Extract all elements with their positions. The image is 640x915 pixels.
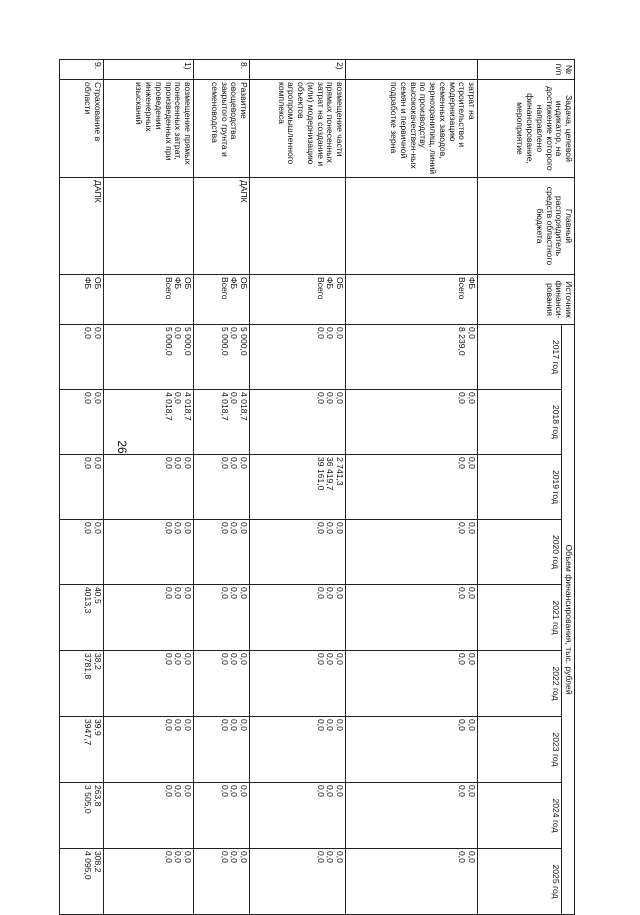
value-cell: 0,0 xyxy=(325,785,336,797)
value-cell: 0,0 xyxy=(183,719,193,731)
value-cell: 4013,3 xyxy=(83,587,94,614)
value-cell: 0,0 xyxy=(229,653,240,665)
value-cell: 0,0 xyxy=(457,719,468,731)
row-year-values xyxy=(194,651,250,717)
value-cell: 0,0 xyxy=(325,392,336,404)
value-cell: 0,0 xyxy=(325,851,336,863)
row-year-values xyxy=(250,455,346,520)
row-year-values xyxy=(250,717,346,783)
value-cell: 0,0 xyxy=(335,327,345,339)
source-label: ФБ xyxy=(229,277,240,290)
value-cell: 0,0 xyxy=(93,522,103,534)
row-year-values xyxy=(60,585,104,651)
row-manager xyxy=(104,178,194,275)
value-cell: 0,0 xyxy=(457,522,468,534)
header-num: № п/п xyxy=(478,60,575,80)
value-cell: 0,0 xyxy=(335,392,345,404)
header-year: 2024 год xyxy=(478,783,562,849)
table-row xyxy=(60,60,104,915)
row-manager: ДАПК xyxy=(194,178,250,275)
row-manager xyxy=(346,178,478,275)
row-year-values xyxy=(194,783,250,849)
value-cell: 0,0 xyxy=(173,587,184,599)
value-cell: 4 095,0 xyxy=(83,851,94,880)
row-year-values xyxy=(250,783,346,849)
row-year-values xyxy=(346,585,478,651)
value-cell: 0,0 xyxy=(335,522,345,534)
row-year-values xyxy=(346,783,478,849)
header-task: Задача, целевой индикатор, на достижение которого направлено финансирование, мероприятие xyxy=(478,80,575,178)
value-cell: 0,0 xyxy=(163,457,174,469)
row-year-values xyxy=(346,390,478,455)
table-body xyxy=(60,60,478,915)
row-year-values xyxy=(194,585,250,651)
value-cell: 0,0 xyxy=(173,719,184,731)
value-cell: 0,0 xyxy=(325,653,336,665)
value-cell: 0,0 xyxy=(467,522,477,534)
value-cell: 0,0 xyxy=(229,522,240,534)
value-cell: 0,0 xyxy=(229,327,240,339)
value-cell: 0,0 xyxy=(183,522,193,534)
value-cell: 0,0 xyxy=(83,327,94,339)
value-cell: 2 741,3 xyxy=(335,457,345,486)
value-cell: 0,0 xyxy=(467,457,477,469)
rotated-document-table xyxy=(83,59,575,914)
value-cell: 0,0 xyxy=(183,587,193,599)
row-year-values xyxy=(60,390,104,455)
value-cell: 0,0 xyxy=(173,653,184,665)
value-cell: 0,0 xyxy=(83,457,94,469)
source-label: Всего xyxy=(219,277,230,300)
value-cell: 0,0 xyxy=(183,653,193,665)
row-year-values xyxy=(250,325,346,390)
value-cell: 0,0 xyxy=(457,457,468,469)
value-cell: 0,0 xyxy=(163,785,174,797)
value-cell: 0,0 xyxy=(335,587,345,599)
row-task: возмещение части прямых понесенных затрат на создание и (или) модернизацию объектов агропромышленного комплекса xyxy=(250,80,346,178)
value-cell: 0,0 xyxy=(467,587,477,599)
row-year-values xyxy=(60,783,104,849)
header-year: 2023 год xyxy=(478,717,562,783)
value-cell: 0,0 xyxy=(183,785,193,797)
row-year-values xyxy=(346,520,478,585)
row-manager: ДАПК xyxy=(60,178,104,275)
row-num: 1) xyxy=(104,60,194,80)
source-label: ОБ xyxy=(183,277,193,290)
header-year: 2025 год xyxy=(478,849,562,915)
source-label: Всего xyxy=(163,277,174,300)
value-cell: 4 018,7 xyxy=(183,392,193,421)
value-cell: 39 161,0 xyxy=(315,457,326,491)
value-cell: 0,0 xyxy=(335,785,345,797)
value-cell: 0,0 xyxy=(315,522,326,534)
value-cell: 0,0 xyxy=(457,392,468,404)
value-cell: 0,0 xyxy=(219,587,230,599)
value-cell: 0,0 xyxy=(183,457,193,469)
value-cell: 0,0 xyxy=(229,719,240,731)
row-year-values xyxy=(104,585,194,651)
value-cell: 263,8 xyxy=(93,785,103,807)
value-cell: 0,0 xyxy=(173,785,184,797)
row-task: Страхование в области xyxy=(60,80,104,178)
row-year-values xyxy=(104,390,194,455)
header-year: 2021 год xyxy=(478,585,562,651)
value-cell: 40,5 xyxy=(93,587,103,604)
row-year-values xyxy=(60,325,104,390)
value-cell: 5 000,0 xyxy=(163,327,174,356)
header-year: 2017 год xyxy=(478,325,562,390)
row-year-values xyxy=(250,585,346,651)
row-manager xyxy=(250,178,346,275)
value-cell: 0,0 xyxy=(229,851,240,863)
row-year-values xyxy=(346,717,478,783)
row-year-values xyxy=(104,455,194,520)
row-year-values xyxy=(194,390,250,455)
value-cell: 0,0 xyxy=(315,785,326,797)
funding-table xyxy=(59,59,575,915)
value-cell: 5 000,0 xyxy=(183,327,193,356)
value-cell: 0,0 xyxy=(219,785,230,797)
value-cell: 0,0 xyxy=(325,587,336,599)
value-cell: 0,0 xyxy=(467,392,477,404)
value-cell: 0,0 xyxy=(325,327,336,339)
value-cell: 3947,7 xyxy=(83,719,94,746)
row-year-values xyxy=(60,717,104,783)
source-label: ФБ xyxy=(467,277,477,290)
row-num: 8. xyxy=(194,60,250,80)
row-sources xyxy=(346,275,478,325)
value-cell: 36 419,7 xyxy=(325,457,336,491)
value-cell: 0,0 xyxy=(229,457,240,469)
page-number: 26 xyxy=(115,440,129,454)
value-cell: 0,0 xyxy=(467,785,477,797)
value-cell: 0,0 xyxy=(183,851,193,863)
row-year-values xyxy=(194,455,250,520)
table-row xyxy=(346,60,478,915)
value-cell: 3781,8 xyxy=(83,653,94,680)
value-cell: 0,0 xyxy=(229,587,240,599)
row-year-values xyxy=(346,325,478,390)
value-cell: 0,0 xyxy=(467,851,477,863)
value-cell: 0,0 xyxy=(173,457,184,469)
value-cell: 0,0 xyxy=(315,327,326,339)
value-cell: 5 000,0 xyxy=(219,327,230,356)
value-cell: 0,0 xyxy=(467,719,477,731)
value-cell: 0,0 xyxy=(163,522,174,534)
value-cell: 0,0 xyxy=(219,719,230,731)
value-cell: 0,0 xyxy=(219,653,230,665)
row-year-values xyxy=(250,520,346,585)
row-year-values xyxy=(104,717,194,783)
value-cell: 0,0 xyxy=(173,327,184,339)
source-label: Всего xyxy=(457,277,468,300)
header-source: Источник финанси-рования xyxy=(478,275,575,325)
value-cell: 0,0 xyxy=(239,457,249,469)
value-cell: 0,0 xyxy=(315,587,326,599)
source-label: ФБ xyxy=(83,277,94,290)
value-cell: 0,0 xyxy=(239,851,249,863)
value-cell: 0,0 xyxy=(173,522,184,534)
value-cell: 0,0 xyxy=(163,653,174,665)
row-sources xyxy=(250,275,346,325)
value-cell: 0,0 xyxy=(239,587,249,599)
row-task: возмещение прямых понесенных затрат, произведенных при проведении инженерных изысканий xyxy=(104,80,194,178)
source-label: ФБ xyxy=(325,277,336,290)
value-cell: 39,9 xyxy=(93,719,103,736)
source-label: ОБ xyxy=(93,277,103,290)
value-cell: 0,0 xyxy=(219,522,230,534)
row-year-values xyxy=(104,651,194,717)
header-year: 2020 год xyxy=(478,520,562,585)
value-cell: 0,0 xyxy=(457,653,468,665)
value-cell: 0,0 xyxy=(239,522,249,534)
value-cell: 0,0 xyxy=(239,785,249,797)
value-cell: 0,0 xyxy=(315,719,326,731)
row-num: 2) xyxy=(250,60,346,80)
table-row xyxy=(194,60,250,915)
value-cell: 0,0 xyxy=(315,392,326,404)
table-row xyxy=(250,60,346,915)
value-cell: 0,0 xyxy=(93,392,103,404)
value-cell: 0,0 xyxy=(239,653,249,665)
value-cell: 0,0 xyxy=(457,785,468,797)
value-cell: 5 000,0 xyxy=(239,327,249,356)
value-cell: 0,0 xyxy=(457,587,468,599)
row-num: 9. xyxy=(60,60,104,80)
value-cell: 4 018,7 xyxy=(219,392,230,421)
value-cell: 0,0 xyxy=(83,522,94,534)
row-task: Развитие овощеводства закрытого грунта и семеноводства xyxy=(194,80,250,178)
value-cell: 0,0 xyxy=(335,719,345,731)
row-year-values xyxy=(60,520,104,585)
value-cell: 0,0 xyxy=(173,851,184,863)
value-cell: 0,0 xyxy=(335,851,345,863)
value-cell: 4 018,7 xyxy=(163,392,174,421)
value-cell: 0,0 xyxy=(335,653,345,665)
row-num xyxy=(346,60,478,80)
source-label: ФБ xyxy=(173,277,184,290)
value-cell: 0,0 xyxy=(315,653,326,665)
value-cell: 0,0 xyxy=(467,327,477,339)
row-sources xyxy=(60,275,104,325)
value-cell: 0,0 xyxy=(93,457,103,469)
row-year-values xyxy=(60,651,104,717)
row-year-values xyxy=(250,390,346,455)
row-task: затрат на строительство и модернизацию семенных заводов, зернохранилищ, линий по производству высококачествен-ных семян и первичной подработке зерна xyxy=(346,80,478,178)
value-cell: 308,2 xyxy=(93,851,103,873)
value-cell: 0,0 xyxy=(457,851,468,863)
value-cell: 0,0 xyxy=(163,719,174,731)
row-sources xyxy=(194,275,250,325)
value-cell: 3 505,0 xyxy=(83,785,94,814)
value-cell: 0,0 xyxy=(229,785,240,797)
header-funding-group: Объем финансирования, тыс. рублей xyxy=(562,325,575,915)
row-year-values xyxy=(194,325,250,390)
value-cell: 0,0 xyxy=(219,457,230,469)
value-cell: 0,0 xyxy=(229,392,240,404)
value-cell: 4 018,7 xyxy=(239,392,249,421)
header-year: 2022 год xyxy=(478,651,562,717)
row-sources xyxy=(104,275,194,325)
row-year-values xyxy=(104,783,194,849)
source-label: ОБ xyxy=(239,277,249,290)
value-cell: 38,2 xyxy=(93,653,103,670)
header-year: 2019 год xyxy=(478,455,562,520)
row-year-values xyxy=(194,520,250,585)
row-year-values xyxy=(104,520,194,585)
row-year-values xyxy=(346,651,478,717)
value-cell: 0,0 xyxy=(467,653,477,665)
value-cell: 0,0 xyxy=(239,719,249,731)
value-cell: 0,0 xyxy=(219,851,230,863)
value-cell: 0,0 xyxy=(173,392,184,404)
row-year-values xyxy=(194,717,250,783)
value-cell: 0,0 xyxy=(163,587,174,599)
row-year-values xyxy=(346,455,478,520)
table-row xyxy=(104,60,194,915)
header-manager: Главный распорядитель средств областного бюджета xyxy=(478,178,575,275)
value-cell: 0,0 xyxy=(163,851,174,863)
value-cell: 0,0 xyxy=(83,392,94,404)
value-cell: 0,0 xyxy=(325,522,336,534)
row-year-values xyxy=(104,325,194,390)
value-cell: 0,0 xyxy=(93,327,103,339)
header-year: 2018 год xyxy=(478,390,562,455)
row-year-values xyxy=(60,455,104,520)
value-cell: 0,0 xyxy=(315,851,326,863)
value-cell: 8 239,0 xyxy=(457,327,468,356)
source-label: ОБ xyxy=(335,277,345,290)
source-label: Всего xyxy=(315,277,326,300)
row-year-values xyxy=(250,651,346,717)
value-cell: 0,0 xyxy=(325,719,336,731)
